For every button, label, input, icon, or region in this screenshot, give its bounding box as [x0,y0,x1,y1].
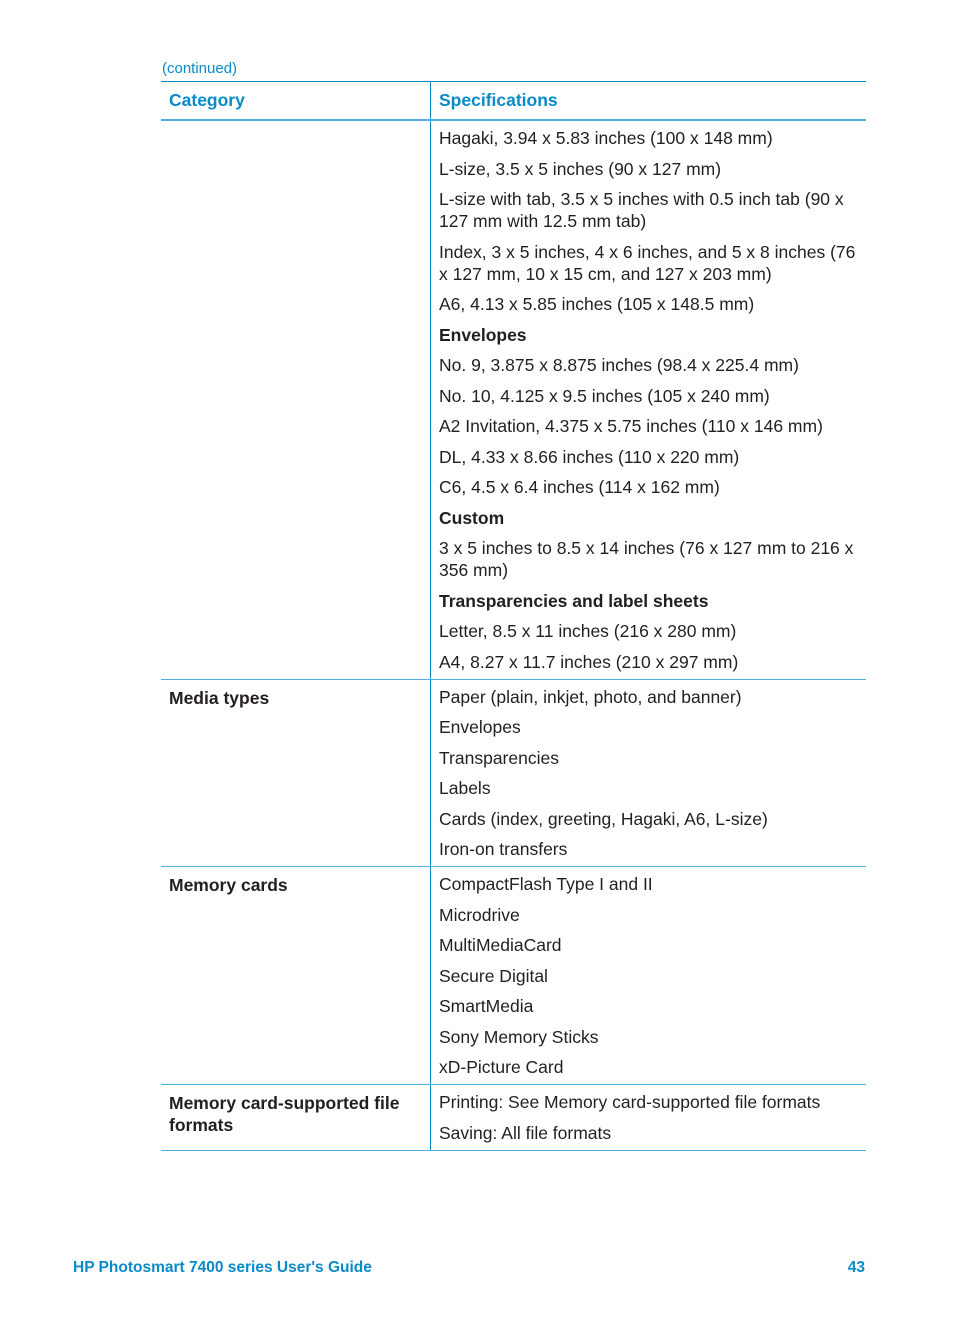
table-header-row [161,82,866,121]
category-column-header: Category [161,82,431,121]
category-cell: Media types [161,679,431,867]
spec-item: SmartMedia [439,996,534,1016]
spec-item: 3 x 5 inches to 8.5 x 14 inches (76 x 127 mm to 216 x 356 mm) [439,538,854,580]
spec-subheading: Transparencies and label sheets [439,590,709,611]
spec-item: Index, 3 x 5 inches, 4 x 6 inches, and 5 x 8 inches (76 x 127 mm, 10 x 15 cm, and 127 x 203 mm) [439,241,856,284]
specifications-cell [431,1085,867,1151]
spec-item: L-size, 3.5 x 5 inches (90 x 127 mm) [439,158,722,179]
spec-item: No. 9, 3.875 x 8.875 inches (98.4 x 225.4 mm) [439,355,799,375]
spec-item: A6, 4.13 x 5.85 inches (105 x 148.5 mm) [439,294,755,314]
category-cell: Memory cards [161,867,431,1085]
spec-item: xD-Picture Card [439,1057,564,1077]
table-row [161,867,866,1085]
spec-subheading: Envelopes [439,324,527,345]
table-row [161,679,866,867]
specifications-table [161,81,866,1151]
specifications-cell [431,867,867,1085]
specifications-column-header: Specifications [431,82,867,121]
table-row [161,1085,866,1151]
spec-item: Secure Digital [439,965,548,986]
spec-item: Printing: See Memory card-supported file formats [439,1092,821,1112]
spec-item: Labels [439,778,491,798]
continued-label: (continued) [162,60,238,77]
spec-item: MultiMediaCard [439,935,562,955]
spec-item: CompactFlash Type I and II [439,874,653,894]
spec-item: Hagaki, 3.94 x 5.83 inches (100 x 148 mm) [439,128,773,148]
spec-item: A4, 8.27 x 11.7 inches (210 x 297 mm) [439,651,739,672]
table-body [161,120,866,1150]
footer-guide-title: HP Photosmart 7400 series User's Guide [73,1259,372,1276]
spec-item: Envelopes [439,717,521,737]
category-cell: Memory card-supported file formats [161,1085,431,1151]
spec-item: Transparencies [439,747,559,768]
spec-item: L-size with tab, 3.5 x 5 inches with 0.5 inch tab (90 x 127 mm with 12.5 mm tab) [439,189,844,231]
specifications-cell [431,679,867,867]
spec-subheading: Custom [439,507,505,528]
spec-item: DL, 4.33 x 8.66 inches (110 x 220 mm) [439,446,740,467]
spec-item: C6, 4.5 x 6.4 inches (114 x 162 mm) [439,477,720,497]
table-row [161,120,866,679]
page-number: 43 [847,1259,865,1276]
spec-item: Iron-on transfers [439,839,568,859]
category-cell [161,120,431,679]
spec-item: Saving: All file formats [439,1122,612,1143]
spec-item: Letter, 8.5 x 11 inches (216 x 280 mm) [439,621,737,641]
spec-item: No. 10, 4.125 x 9.5 inches (105 x 240 mm) [439,385,770,406]
spec-item: Cards (index, greeting, Hagaki, A6, L-size) [439,808,768,829]
spec-item: A2 Invitation, 4.375 x 5.75 inches (110 x 146 mm) [439,416,823,436]
spec-item: Paper (plain, inkjet, photo, and banner) [439,686,742,707]
spec-item: Sony Memory Sticks [439,1026,599,1047]
specifications-cell [431,120,867,679]
spec-item: Microdrive [439,904,520,925]
